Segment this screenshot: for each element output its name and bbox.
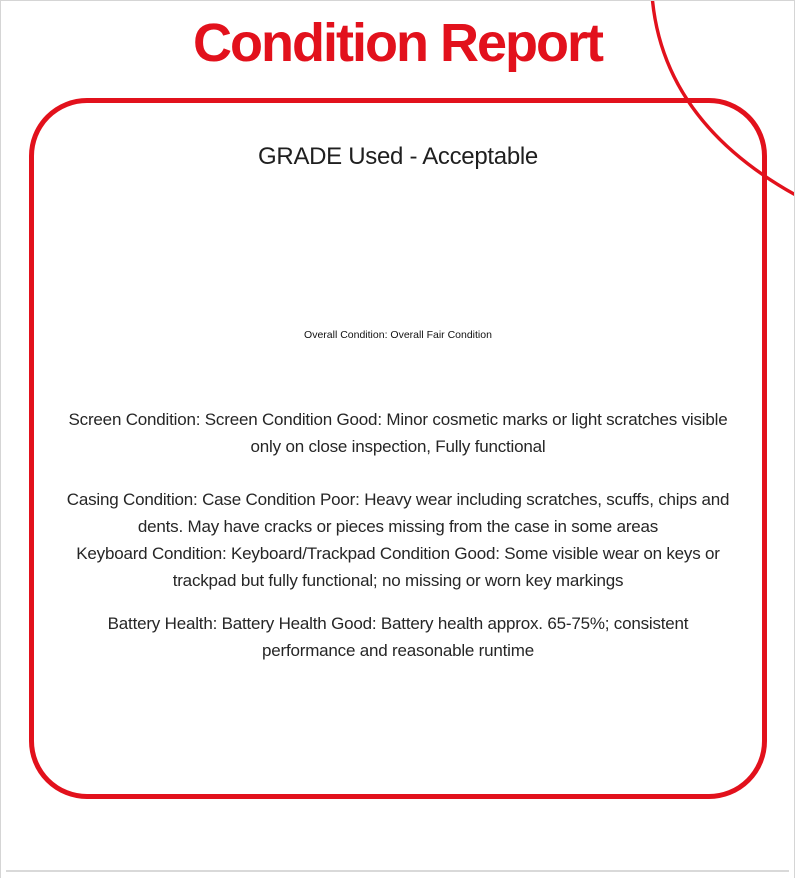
casing-condition-paragraph: Casing Condition: Case Condition Poor: Heavy wear including scratches, scuffs, chips and dents. May have cracks or pieces missing from the case in some areas xyxy=(66,490,730,536)
battery-health-paragraph: Battery Health: Battery Health Good: Battery health approx. 65-75%; consistent performance and reasonable runtime xyxy=(107,614,689,660)
screen-condition-paragraph: Screen Condition: Screen Condition Good: Minor cosmetic marks or light scratches visible only on close inspection, Fully functional xyxy=(68,410,728,456)
page-title: Condition Report xyxy=(193,13,602,73)
keyboard-condition-paragraph: Keyboard Condition: Keyboard/Trackpad Condition Good: Some visible wear on keys or trackpad but fully functional; no missing or worn key markings xyxy=(76,544,720,590)
report-border-box xyxy=(29,98,767,799)
overall-condition-text: Overall Condition: Overall Fair Condition xyxy=(304,329,492,341)
grade-heading: GRADE Used - Acceptable xyxy=(258,143,538,170)
page-edge-divider xyxy=(6,870,789,872)
condition-paragraphs xyxy=(34,406,762,664)
